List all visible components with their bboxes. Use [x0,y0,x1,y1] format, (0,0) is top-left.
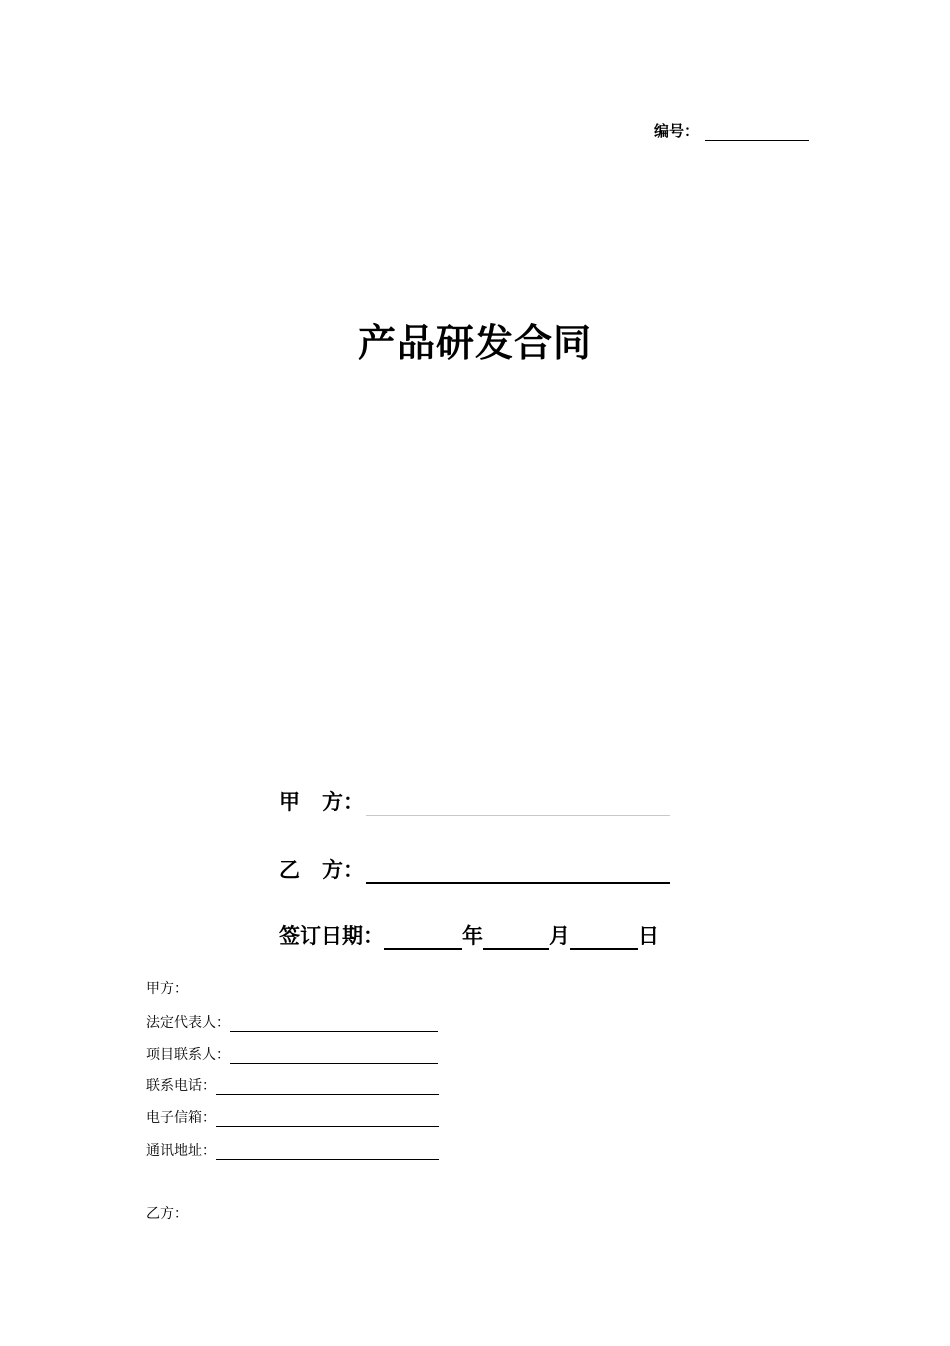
contract-number-blank [705,124,809,141]
day-blank [570,926,638,950]
cover-party-a [279,786,670,816]
cover-party-b-label-1: 乙 [279,858,300,882]
cover-party-b-blank [366,860,670,884]
cover-party-b [279,854,670,884]
phone-label: 联系电话： [146,1078,216,1094]
project-contact-row [146,1044,438,1064]
cover-party-a-label-1: 甲 [279,790,300,814]
address-label: 通讯地址： [146,1143,216,1159]
signing-date [279,920,659,950]
party-a-heading [146,978,188,998]
month-blank [483,926,549,950]
phone-blank [216,1080,439,1095]
legal-rep-label: 法定代表人： [146,1015,230,1031]
legal-rep-blank [230,1017,438,1032]
project-contact-label: 项目联系人： [146,1047,230,1063]
month-label: 月 [549,924,570,948]
phone-row [146,1075,439,1095]
year-label: 年 [462,924,483,948]
contract-number [654,120,809,141]
email-row [146,1107,439,1127]
year-blank [384,926,462,950]
contract-number-label: 编号： [654,122,700,140]
address-row [146,1140,439,1160]
cover-party-a-label-2: 方： [322,790,364,814]
email-blank [216,1112,439,1127]
project-contact-blank [230,1049,438,1064]
address-blank [216,1145,439,1160]
signing-date-label: 签订日期： [279,924,384,948]
document-title: 产品研发合同 [357,320,592,365]
cover-party-a-blank [366,793,670,816]
cover-party-b-label-2: 方： [322,858,364,882]
party-b-heading-text: 乙方： [146,1206,188,1222]
legal-rep-row [146,1012,438,1032]
day-label: 日 [638,924,659,948]
email-label: 电子信箱： [146,1110,216,1126]
party-b-heading [146,1203,188,1223]
party-a-heading-text: 甲方： [146,981,188,997]
